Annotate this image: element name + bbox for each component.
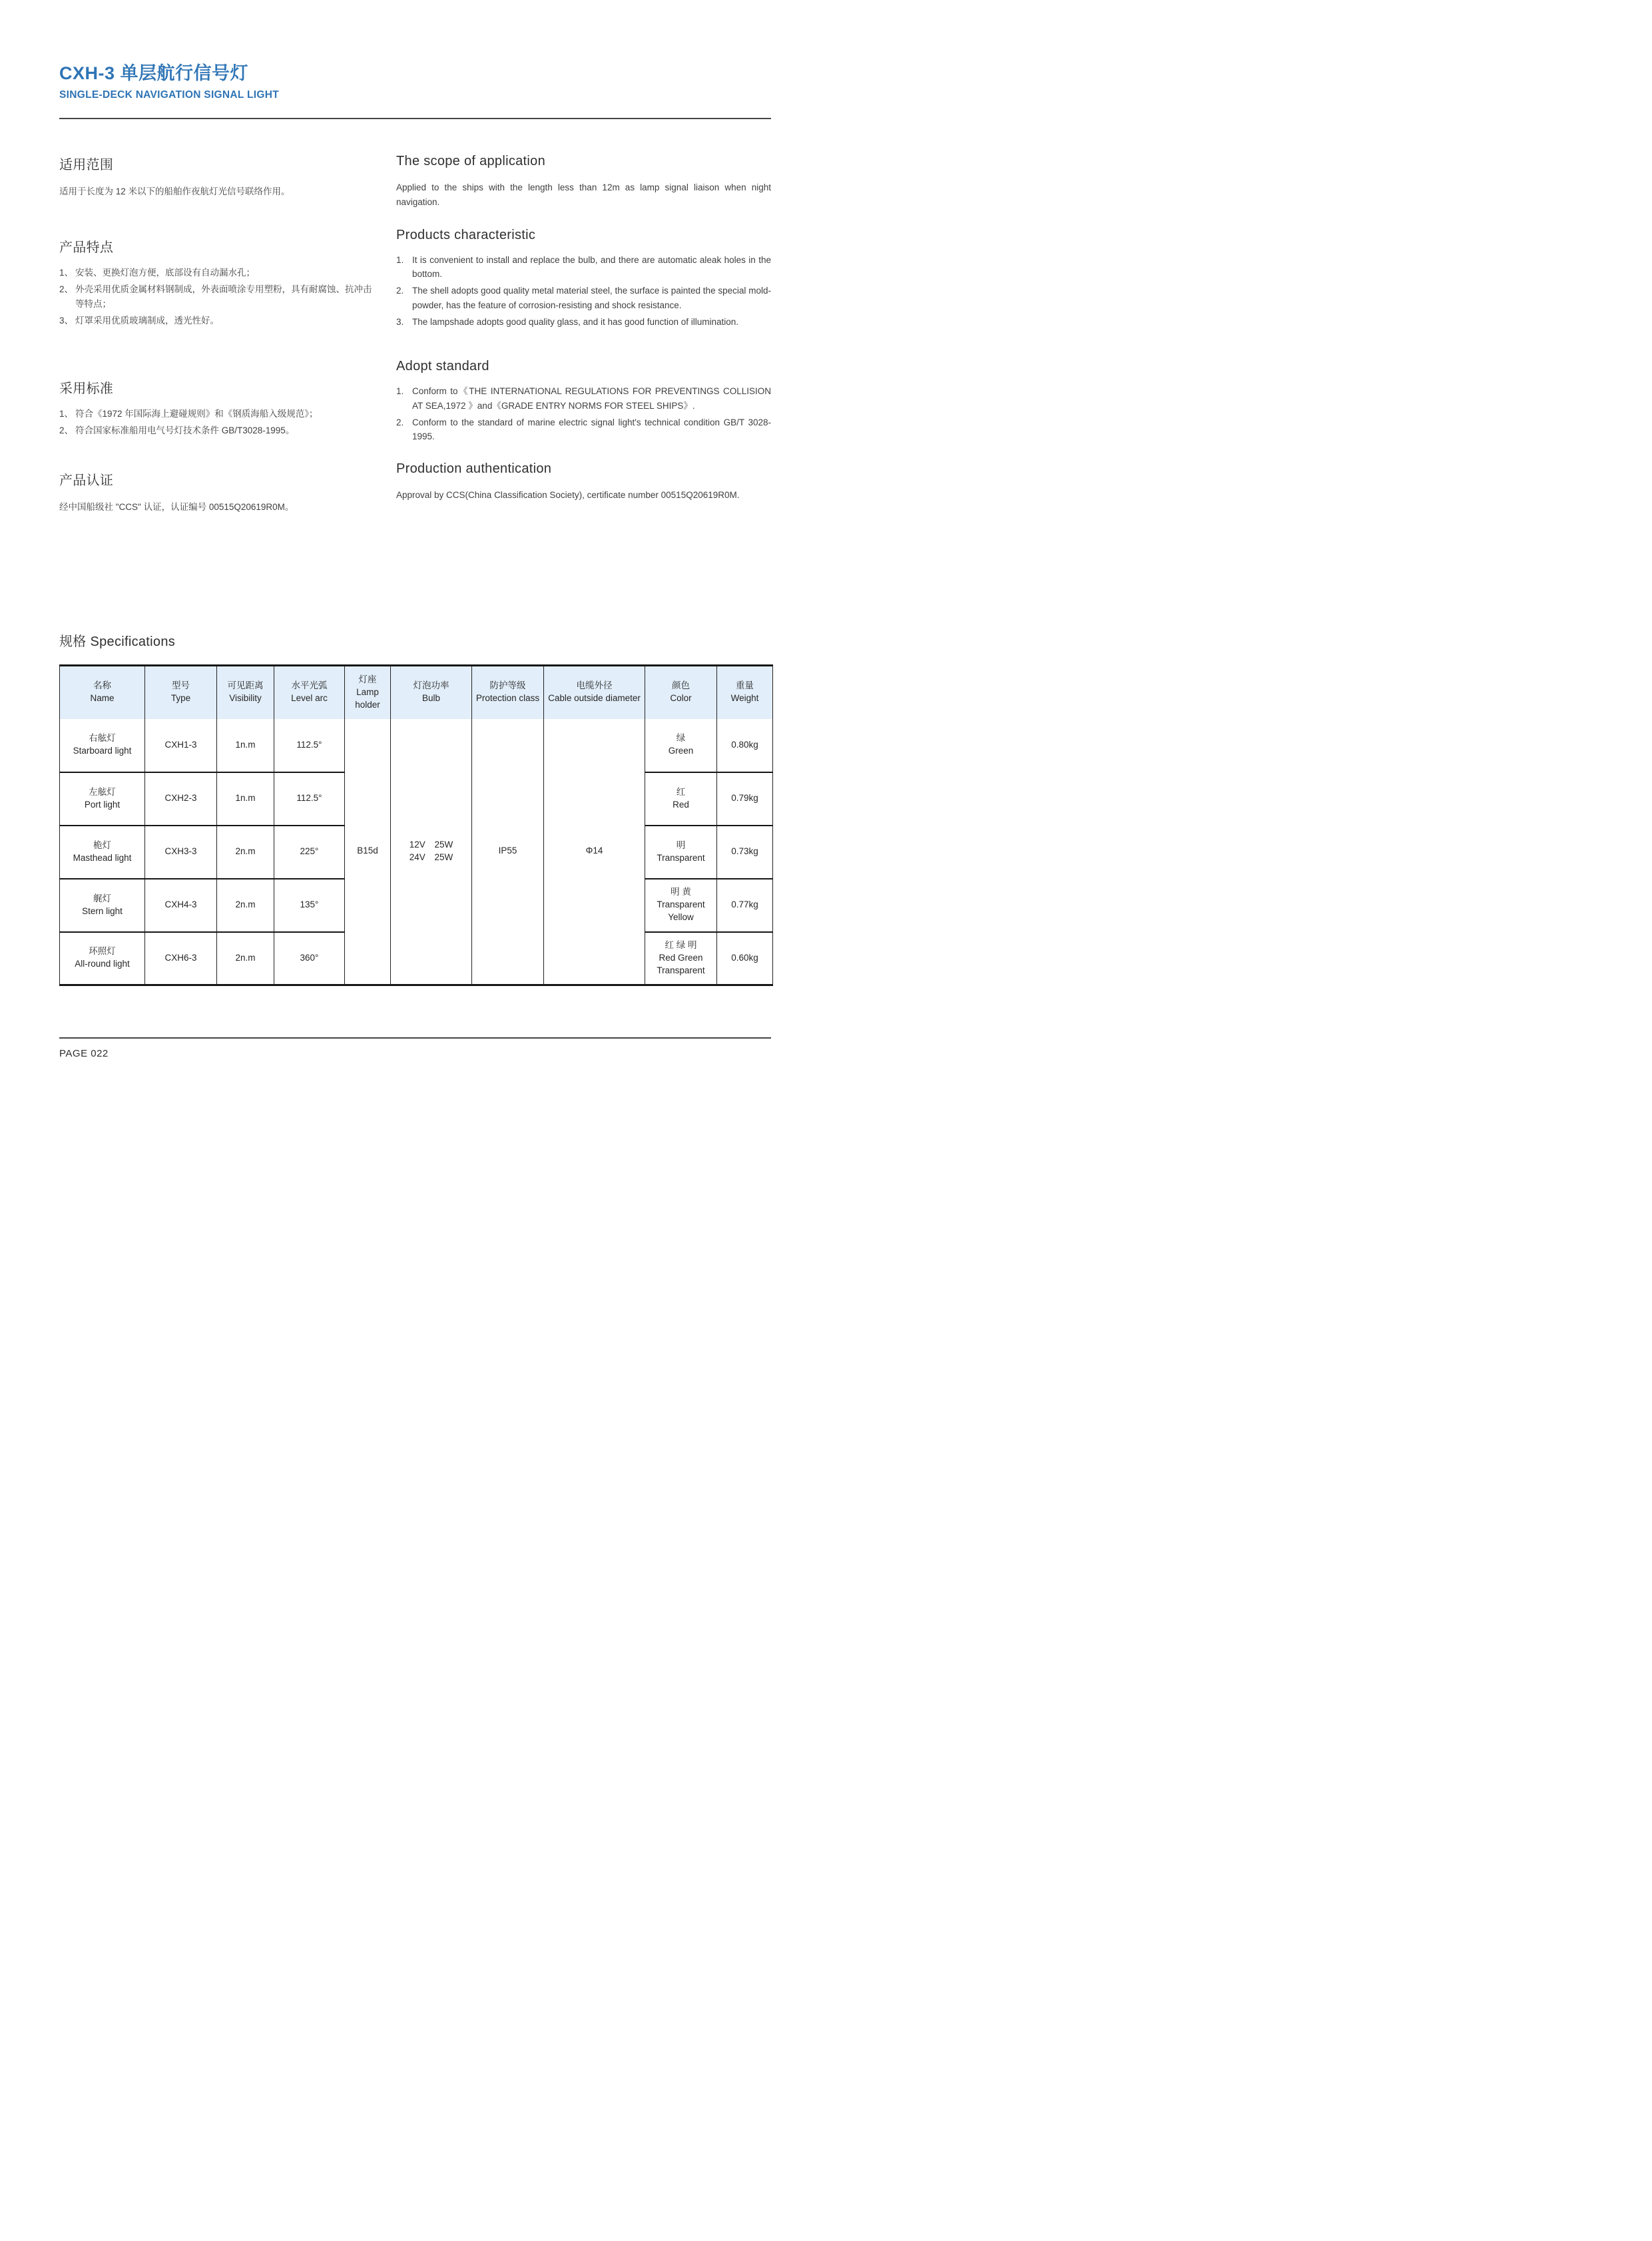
- col-header-type: [145, 666, 217, 719]
- col-header-lamp-holder: [345, 666, 391, 719]
- color-zh: 绿: [676, 733, 686, 744]
- cell-weight: 0.77kg: [717, 879, 773, 932]
- name-en: Port light: [84, 799, 121, 810]
- item-text: 灯罩采用优质玻璃制成，透光性好。: [75, 315, 219, 326]
- color-zh: 明: [676, 840, 686, 850]
- cell-type: CXH4-3: [145, 879, 217, 932]
- item-marker: 1、: [59, 408, 74, 419]
- list-item: [59, 423, 374, 438]
- cell-name: [60, 932, 145, 985]
- bulb-voltage-line: 24V 25W: [409, 852, 453, 862]
- feature-list: [59, 266, 374, 328]
- cell-color: [645, 719, 717, 772]
- cell-weight: 0.79kg: [717, 772, 773, 826]
- cell-cable: Φ14: [544, 719, 645, 985]
- item-text: 安装、更换灯泡方便，底部设有自动漏水孔；: [75, 268, 255, 278]
- standard-list: [396, 384, 771, 444]
- two-column-area: [59, 119, 771, 600]
- col-header-en: Protection class: [475, 693, 540, 704]
- section-body: 适用于长度为 12 米以下的船舶作夜航灯光信号联络作用。: [59, 186, 290, 196]
- table-row: [60, 719, 773, 772]
- col-header-weight: [717, 666, 773, 719]
- color-en: Transparent: [657, 852, 705, 863]
- cell-weight: 0.60kg: [717, 932, 773, 985]
- cell-name: [60, 719, 145, 772]
- item-text: 符合《1972 年国际海上避碰规则》和《钢质海船入级规范》；: [75, 408, 318, 419]
- section-heading: Products characteristic: [396, 227, 536, 242]
- bulb-voltage-line: 12V 25W: [409, 839, 453, 850]
- list-item: [396, 253, 771, 282]
- col-header-zh: 重量: [736, 680, 754, 691]
- cell-level-arc: 225°: [274, 826, 345, 879]
- item-text: 符合国家标准船用电气号灯技术条件 GB/T3028-1995。: [75, 425, 295, 435]
- item-text: 外壳采用优质金属材料钢制成，外表面喷涂专用塑粉，具有耐腐蚀、抗冲击等特点；: [75, 284, 372, 309]
- cell-bulb: [391, 719, 472, 985]
- catalog-page: [0, 0, 826, 1120]
- section-auth-zh: [59, 469, 374, 515]
- section-scope-en: [396, 154, 771, 210]
- section-body: Approval by CCS(China Classification Society), certificate number 00515Q20619R0M.: [396, 490, 740, 501]
- cell-type: CXH6-3: [145, 932, 217, 985]
- col-header-en: Lamp holder: [355, 686, 380, 710]
- section-heading: 产品认证: [59, 473, 114, 489]
- list-item: [59, 314, 374, 328]
- item-marker: 2.: [396, 286, 404, 296]
- page-number: PAGE 022: [59, 1048, 109, 1059]
- cell-visibility: 1n.m: [217, 772, 274, 826]
- section-standard-zh: [59, 377, 374, 438]
- cell-color: [645, 879, 717, 932]
- name-en: Stern light: [82, 905, 123, 916]
- col-header-zh: 灯泡功率: [413, 680, 449, 691]
- col-header-color: [645, 666, 717, 719]
- color-en: Red: [673, 799, 689, 810]
- col-header-en: Color: [670, 693, 692, 704]
- item-marker: 1、: [59, 268, 74, 278]
- name-zh: 桅灯: [93, 840, 111, 850]
- list-item: [59, 266, 374, 280]
- item-marker: 2.: [396, 417, 404, 427]
- col-header-en: Type: [170, 693, 191, 704]
- section-heading: Production authentication: [396, 461, 552, 477]
- cell-level-arc: 135°: [274, 879, 345, 932]
- item-marker: 3.: [396, 316, 404, 327]
- item-marker: 2、: [59, 425, 74, 435]
- cell-visibility: 1n.m: [217, 719, 274, 772]
- spec-header-row: [60, 666, 773, 719]
- color-zh: 红: [676, 786, 686, 797]
- list-item: [396, 284, 771, 313]
- cell-level-arc: 112.5°: [274, 772, 345, 826]
- col-header-en: Bulb: [421, 693, 441, 704]
- section-heading: 适用范围: [59, 158, 114, 172]
- cell-name: [60, 772, 145, 826]
- list-item: [59, 407, 374, 421]
- name-zh: 右舷灯: [89, 733, 116, 744]
- section-heading: The scope of application: [396, 154, 546, 168]
- name-zh: 左舷灯: [89, 786, 116, 797]
- cell-color: [645, 772, 717, 826]
- chinese-column: [59, 144, 374, 600]
- cell-protection: IP55: [472, 719, 544, 985]
- list-item: [59, 282, 374, 312]
- color-en: Red Green Transparent: [657, 952, 705, 975]
- section-auth-en: [396, 461, 771, 503]
- page-content: [0, 0, 826, 986]
- color-zh: 红 绿 明: [665, 939, 697, 950]
- english-column: [396, 144, 771, 600]
- col-header-zh: 电缆外径: [576, 680, 613, 691]
- cell-type: CXH3-3: [145, 826, 217, 879]
- cell-color: [645, 826, 717, 879]
- section-body: 经中国船级社 "CCS" 认证，认证编号 00515Q20619R0M。: [59, 502, 294, 513]
- col-header-en: Weight: [730, 693, 759, 704]
- name-en: All-round light: [75, 959, 130, 969]
- color-zh: 明 黄: [671, 887, 691, 897]
- col-header-en: Visibility: [229, 693, 262, 704]
- page-footer: [59, 1037, 771, 1059]
- cell-visibility: 2n.m: [217, 932, 274, 985]
- col-header-zh: 防护等级: [489, 680, 526, 691]
- cell-name: [60, 826, 145, 879]
- cell-color: [645, 932, 717, 985]
- item-marker: 1.: [396, 254, 404, 265]
- page-title: CXH-3 单层航行信号灯: [59, 63, 249, 83]
- page-subtitle: SINGLE-DECK NAVIGATION SIGNAL LIGHT: [59, 89, 279, 101]
- list-item: [396, 315, 771, 330]
- cell-level-arc: 360°: [274, 932, 345, 985]
- col-header-en: Cable outside diameter: [548, 693, 641, 704]
- color-en: Green: [668, 746, 694, 756]
- cell-level-arc: 112.5°: [274, 719, 345, 772]
- cell-visibility: 2n.m: [217, 879, 274, 932]
- item-text: It is convenient to install and replace the bulb, and there are automatic aleak holes in the bottom.: [412, 254, 771, 280]
- name-zh: 环照灯: [89, 946, 116, 957]
- section-heading: 采用标准: [59, 381, 114, 396]
- col-header-name: [60, 666, 145, 719]
- name-en: Starboard light: [73, 746, 132, 756]
- item-marker: 1.: [396, 385, 404, 396]
- col-header-visibility: [217, 666, 274, 719]
- list-item: [396, 384, 771, 413]
- col-header-level-arc: [274, 666, 345, 719]
- section-body: Applied to the ships with the length less than 12m as lamp signal liaison when night navigation.: [396, 182, 771, 208]
- col-header-protection: [472, 666, 544, 719]
- cell-type: CXH2-3: [145, 772, 217, 826]
- section-standard-en: [396, 359, 771, 444]
- cell-lamp-holder: B15d: [345, 719, 391, 985]
- item-marker: 2、: [59, 284, 74, 295]
- spec-table: [59, 664, 773, 986]
- col-header-en: Name: [90, 693, 115, 704]
- col-header-en: Level arc: [291, 693, 328, 704]
- col-header-bulb: [391, 666, 472, 719]
- section-features-en: [396, 228, 771, 330]
- col-header-zh: 可见距离: [227, 680, 264, 691]
- item-text: The shell adopts good quality metal material steel, the surface is painted the special mold-powder, has the feature of corrosion-resisting and shock resistance.: [412, 286, 771, 311]
- section-heading: Adopt standard: [396, 358, 489, 374]
- name-en: Masthead light: [73, 852, 132, 863]
- col-header-zh: 名称: [93, 680, 111, 691]
- color-en: Transparent Yellow: [657, 899, 705, 922]
- name-zh: 艉灯: [93, 893, 111, 903]
- item-marker: 3、: [59, 315, 74, 326]
- col-header-cable: [544, 666, 645, 719]
- item-text: Conform to《THE INTERNATIONAL REGULATIONS FOR PREVENTINGS COLLISION AT SEA,1972 》and《GRADE ENTRY NORMS FOR STEEL SHIPS》.: [412, 385, 771, 411]
- cell-visibility: 2n.m: [217, 826, 274, 879]
- list-item: [396, 415, 771, 445]
- col-header-zh: 型号: [172, 680, 190, 691]
- section-scope-zh: [59, 154, 374, 199]
- cell-type: CXH1-3: [145, 719, 217, 772]
- section-features-zh: [59, 236, 374, 328]
- col-header-zh: 水平光弧: [291, 680, 328, 691]
- item-text: Conform to the standard of marine electric signal light's technical condition GB/T 3028-1995.: [412, 417, 771, 442]
- cell-name: [60, 879, 145, 932]
- item-text: The lampshade adopts good quality glass, and it has good function of illumination.: [412, 316, 739, 327]
- feature-list: [396, 253, 771, 330]
- col-header-zh: 灯座: [358, 674, 377, 684]
- col-header-zh: 颜色: [672, 680, 690, 691]
- spec-table-title: 规格 Specifications: [59, 634, 176, 649]
- standard-list: [59, 407, 374, 438]
- title-block: [59, 59, 771, 119]
- cell-weight: 0.80kg: [717, 719, 773, 772]
- section-heading: 产品特点: [59, 240, 114, 256]
- cell-weight: 0.73kg: [717, 826, 773, 879]
